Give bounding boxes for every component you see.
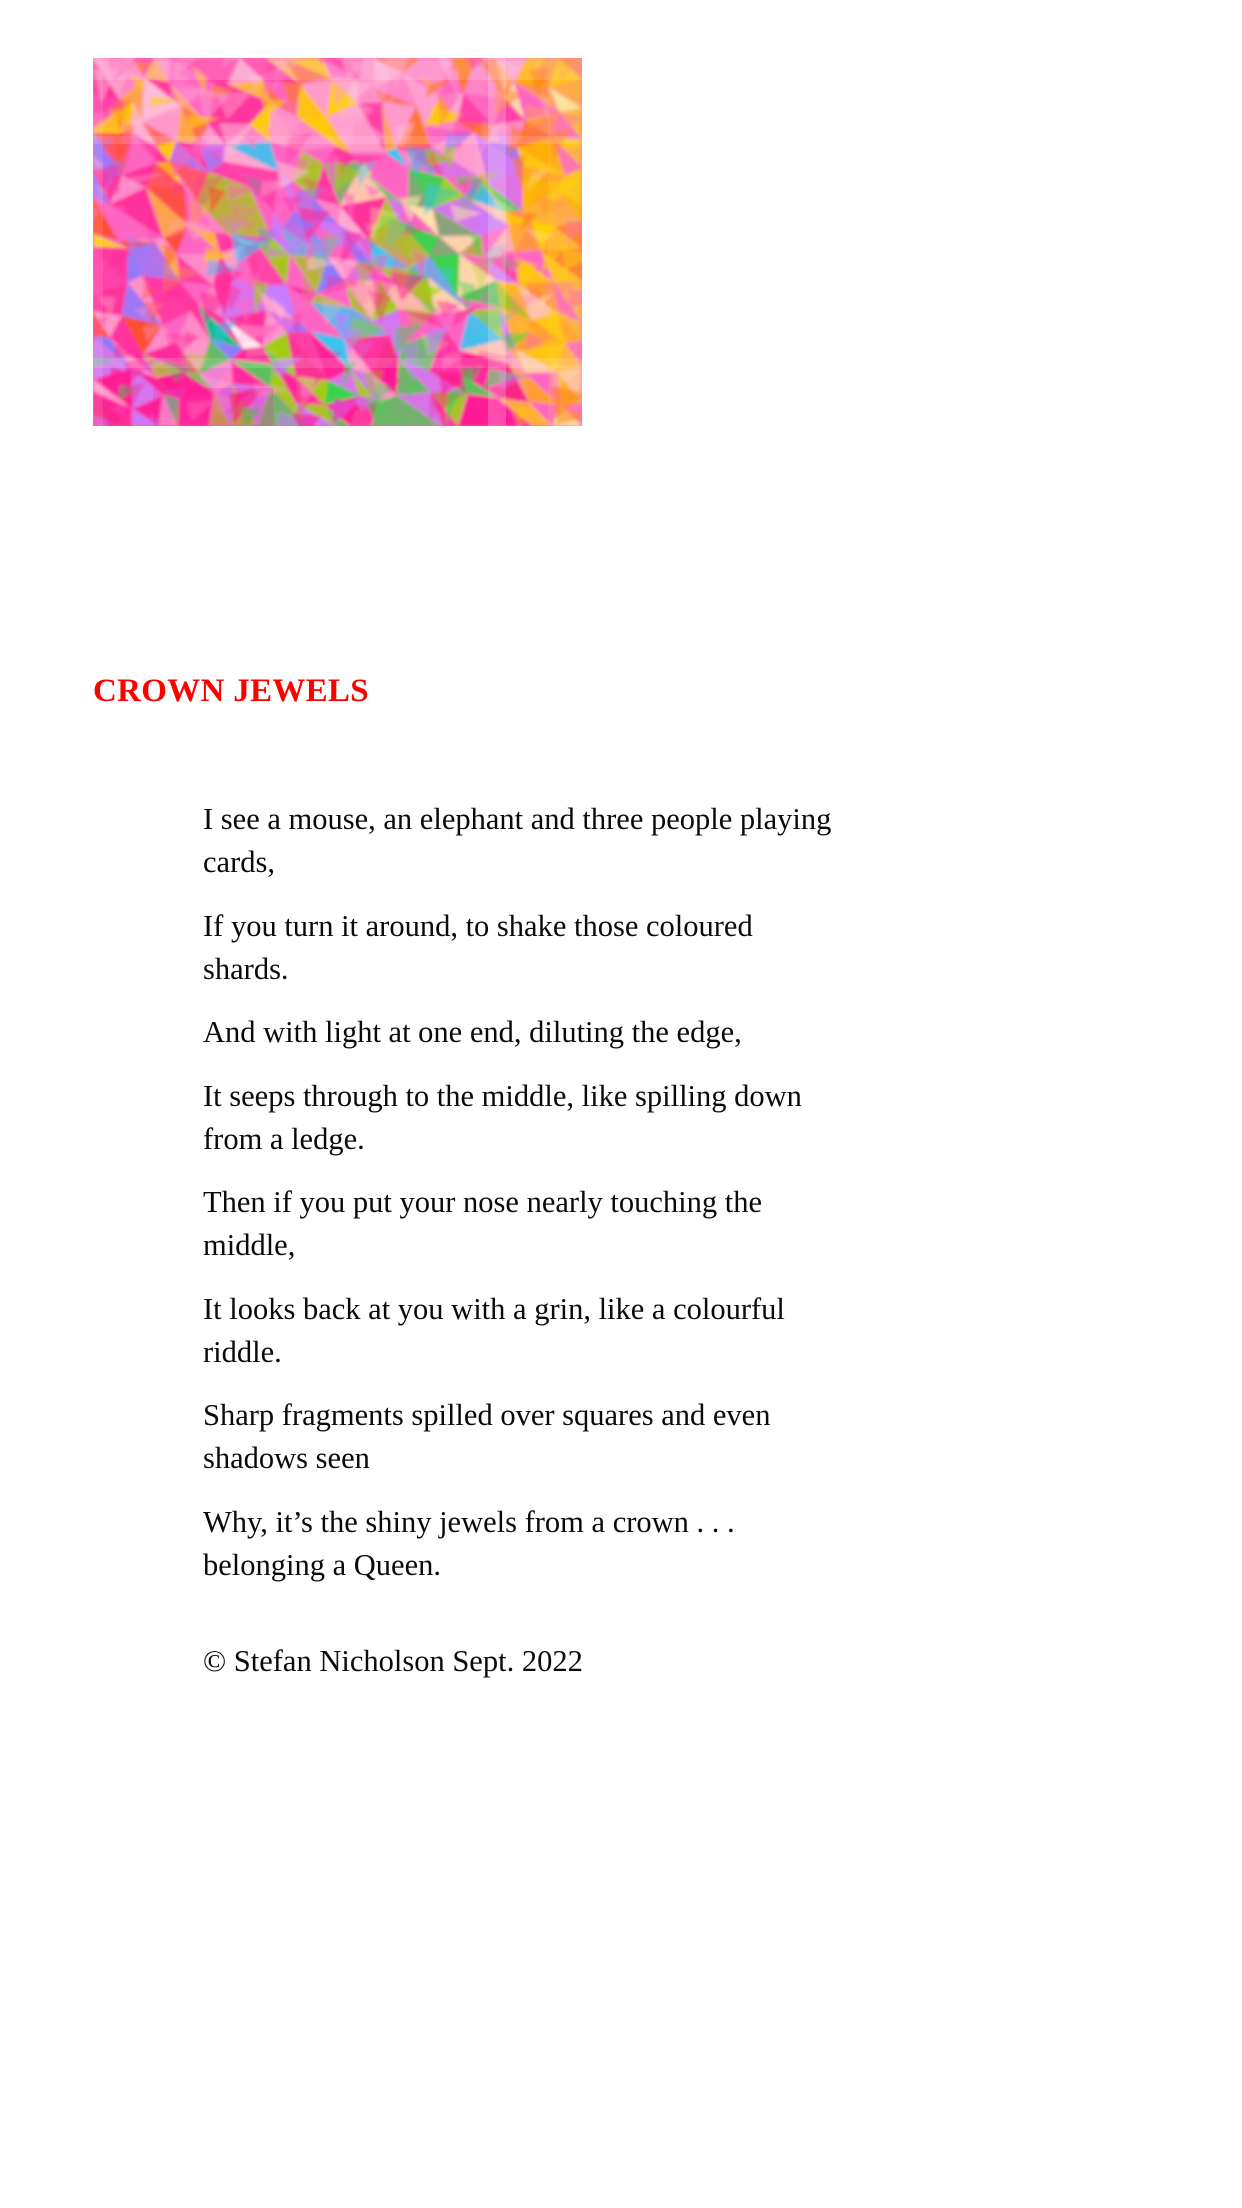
poem-line: It looks back at you with a grin, like a colourful [203,1291,785,1326]
poem-line: I see a mouse, an elephant and three people playing [203,802,832,836]
poem-line: If you turn it around, to shake those coloured shards. [203,908,753,986]
poem-line: from a ledge. [203,1121,365,1156]
poem-body [203,798,843,1587]
poem-line: Then if you put your nose nearly touching the [203,1185,763,1219]
poem-line: middle, [203,1228,296,1262]
poem-line: Why, it’s the shiny jewels from a crown . . . [203,1504,735,1539]
poem-line: riddle. [203,1334,282,1369]
poem-stanza [203,1394,843,1480]
poem-stanza [203,1288,843,1374]
low-poly-artwork-svg [93,58,582,426]
poem-line: shadows seen [203,1441,370,1475]
poem-stanza [203,1075,843,1161]
poem-line: cards, [203,845,275,879]
poem-line: And with light at one end, diluting the edge, [203,1015,742,1049]
page-title: CROWN JEWELS [93,673,369,709]
abstract-artwork-image [93,58,582,426]
poem-stanza [203,1011,843,1054]
poem-stanza [203,1181,843,1267]
poem-stanza [203,1501,843,1587]
poem-line: belonging a Queen. [203,1547,441,1582]
copyright-credit: © Stefan Nicholson Sept. 2022 [203,1644,583,1678]
poem-line: Sharp fragments spilled over squares and even [203,1398,771,1432]
poem-line: It seeps through to the middle, like spilling down [203,1078,802,1113]
poem-stanza [203,798,843,884]
poem-stanza [203,905,843,991]
